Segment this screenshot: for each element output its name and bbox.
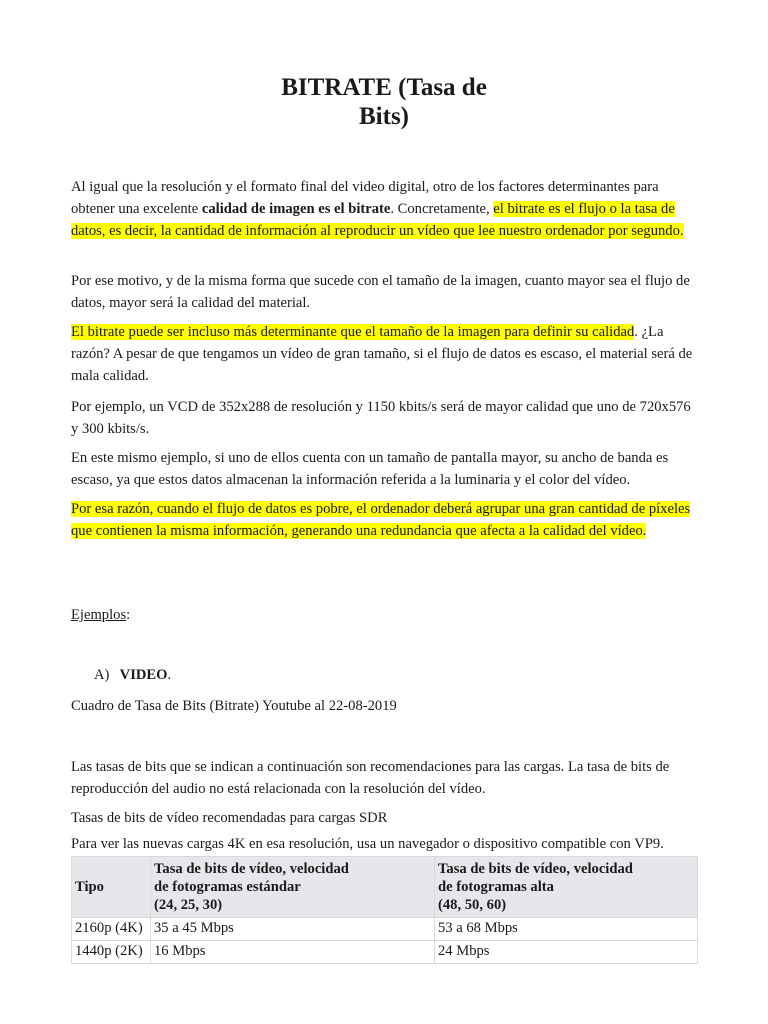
razon-highlight: Por esa razón, cuando el flujo de datos es pobre, el ordenador deberá agrupar una gran cantidad de píxeles que contienen la misma información, generando una redundancia que afecta a la calidad del vídeo.	[71, 501, 691, 539]
section-a-dot: .	[167, 667, 172, 683]
bitrate-table	[71, 856, 698, 964]
header-tipo: Tipo	[72, 857, 151, 918]
page-title	[0, 73, 768, 131]
header-estandar: Tasa de bits de vídeo, velocidad de fotogramas estándar (24, 25, 30)	[151, 857, 435, 918]
paragraph-ejemplo-vcd: Por ejemplo, un VCD de 352x288 de resolución y 1150 kbits/s será de mayor calidad que uno de 720x576 y 300 kbits/s.	[71, 399, 691, 437]
paragraph-razon	[71, 498, 701, 542]
title-line-1: BITRATE (Tasa de	[281, 74, 487, 101]
paragraph-mismo-ejemplo: En este mismo ejemplo, si uno de ellos cuenta con un tamaño de pantalla mayor, su ancho de banda es escaso, ya que estos datos almacenan la información referida a la luminaria y el color del vídeo.	[71, 450, 669, 488]
paragraph-intro	[71, 176, 701, 242]
table-cell-estandar: 35 a 45 Mbps	[151, 918, 435, 941]
intro-bold-phrase: calidad de imagen es el bitrate	[201, 201, 391, 217]
section-a-heading	[94, 664, 724, 686]
intro-highlight: el bitrate es el flujo o la tasa de datos, es decir, la cantidad de información al reproducir un vídeo que lee nuestro ordenador por segundo.	[71, 201, 684, 239]
ejemplos-heading	[71, 604, 701, 626]
determinante-text: . ¿La razón? A pesar de que tengamos un vídeo de gran tamaño, si el flujo de datos es escaso, el material será de mala calidad.	[71, 324, 693, 384]
title-line-2: Bits)	[359, 103, 409, 130]
paragraph-bitrate-determinante	[71, 321, 701, 387]
table-cell-tipo: 1440p (2K)	[72, 941, 151, 964]
ejemplos-colon: :	[126, 607, 131, 623]
table-row	[72, 918, 698, 941]
intro-text-start: Al igual que la resolución y el formato final del video digital, otro de los factores determinantes para obtener una excelente	[71, 179, 659, 217]
table-cell-estandar: 16 Mbps	[151, 941, 435, 964]
header-alta: Tasa de bits de vídeo, velocidad de fotogramas alta (48, 50, 60)	[435, 857, 698, 918]
section-a-marker: A)	[94, 667, 110, 683]
ejemplos-label: Ejemplos	[71, 607, 127, 623]
paragraph-tasas: Las tasas de bits que se indican a continuación son recomendaciones para las cargas. La tasa de bits de reproducción del audio no está relacionada con la resolución del vídeo.	[71, 759, 670, 797]
paragraph-sdr: Tasas de bits de vídeo recomendadas para cargas SDR	[71, 810, 388, 826]
table-cell-alta: 53 a 68 Mbps	[435, 918, 698, 941]
table-cell-alta: 24 Mbps	[435, 941, 698, 964]
table-header-row	[72, 857, 698, 918]
paragraph-vp9: Para ver las nuevas cargas 4K en esa resolución, usa un navegador o dispositivo compatible con VP9.	[71, 836, 664, 852]
determinante-highlight: El bitrate puede ser incluso más determinante que el tamaño de la imagen para definir su calidad	[71, 324, 635, 340]
section-a-label: VIDEO	[119, 667, 168, 683]
paragraph-cuadro: Cuadro de Tasa de Bits (Bitrate) Youtube al 22-08-2019	[71, 698, 397, 714]
table-cell-tipo: 2160p (4K)	[72, 918, 151, 941]
paragraph-motivo: Por ese motivo, y de la misma forma que sucede con el tamaño de la imagen, cuanto mayor sea el flujo de datos, mayor será la calidad del material.	[71, 273, 690, 311]
intro-text-middle: . Concretamente,	[390, 201, 494, 217]
table-row	[72, 941, 698, 964]
